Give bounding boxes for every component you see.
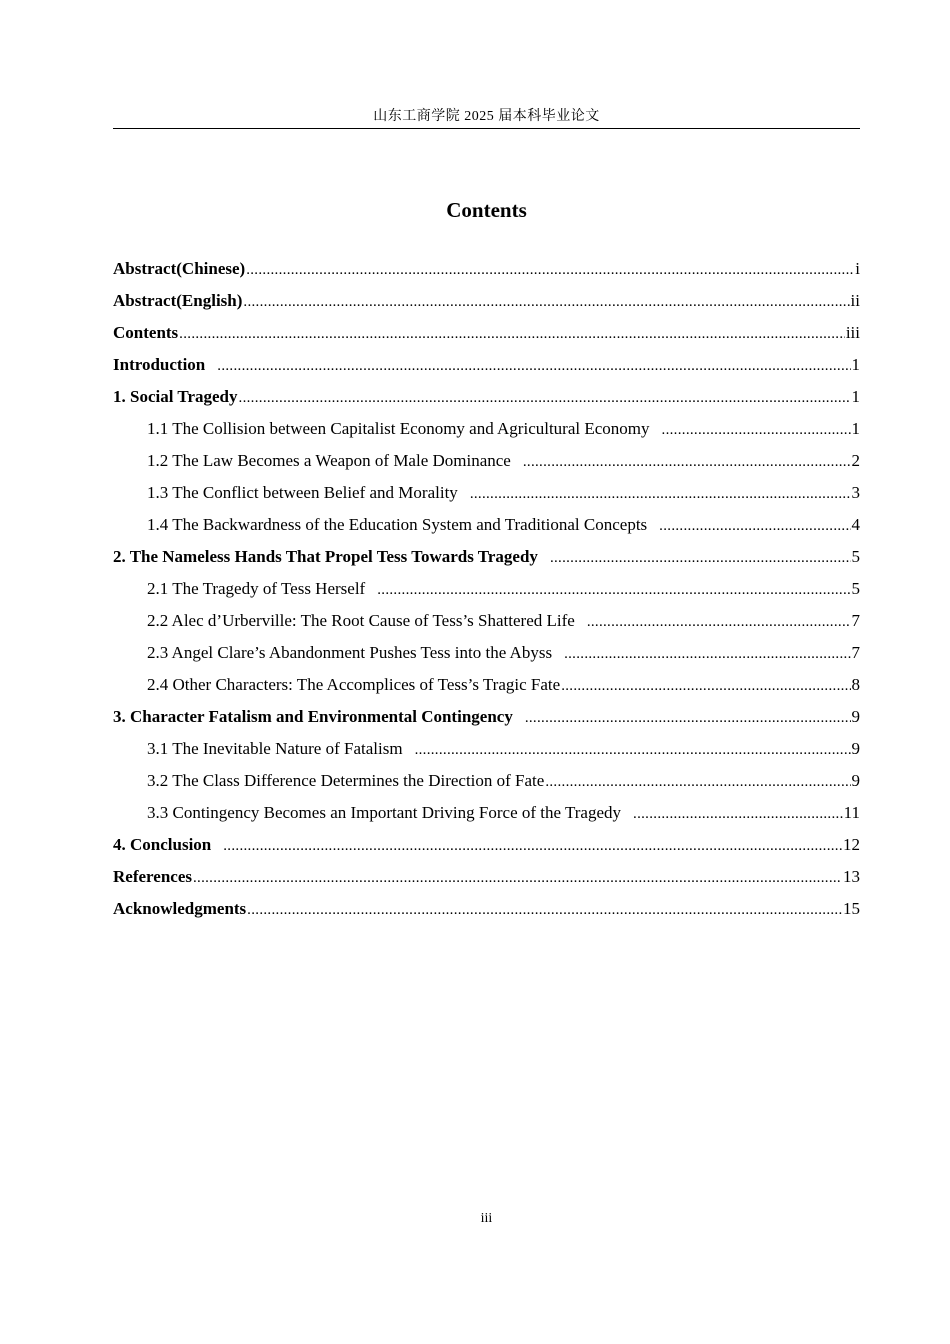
toc-entry-label: 3.3 Contingency Becomes an Important Driving Force of the Tragedy	[147, 803, 622, 822]
toc-dot-leader	[523, 449, 851, 475]
toc-entry-page: 1	[851, 387, 860, 406]
toc-entry[interactable]	[113, 320, 860, 352]
toc-entry-page: 5	[851, 547, 860, 566]
toc-entry-label: 2.4 Other Characters: The Accomplices of Tess’s Tragic Fate	[147, 675, 561, 694]
toc-entry[interactable]	[113, 512, 860, 544]
toc-entry[interactable]	[113, 864, 860, 896]
toc-entry[interactable]	[113, 672, 860, 704]
toc-entry[interactable]	[113, 416, 860, 448]
toc-entry-label: 3.1 The Inevitable Nature of Fatalism	[147, 739, 403, 758]
toc-entry-page: 3	[851, 483, 860, 502]
toc-entry[interactable]	[113, 768, 860, 800]
toc-entry-page: 9	[851, 771, 860, 790]
toc-entry-page: 7	[851, 611, 860, 630]
toc-entry-label: 1.4 The Backwardness of the Education System and Traditional Concepts	[147, 515, 648, 534]
toc-entry[interactable]	[113, 704, 860, 736]
toc-dot-leader	[217, 353, 850, 379]
toc-dot-leader	[377, 577, 850, 603]
toc-dot-leader	[193, 865, 842, 891]
header-rule	[113, 128, 860, 129]
page-number: iii	[480, 1211, 493, 1226]
toc-dot-leader	[564, 641, 850, 667]
toc-dot-leader	[587, 609, 851, 635]
toc-entry[interactable]	[113, 352, 860, 384]
toc-dot-leader	[470, 481, 851, 507]
toc-dot-leader	[247, 897, 842, 923]
toc-entry-label: 1. Social Tragedy	[113, 387, 238, 406]
toc-entry-page: 4	[851, 515, 860, 534]
toc-entry-label: 3. Character Fatalism and Environmental Contingency	[113, 707, 513, 726]
table-of-contents	[113, 256, 860, 928]
toc-dot-leader	[659, 513, 850, 539]
toc-entry-page: 12	[843, 835, 860, 854]
toc-entry-page: 5	[851, 579, 860, 598]
toc-entry-label: Introduction	[113, 355, 206, 374]
toc-entry[interactable]	[113, 800, 860, 832]
toc-dot-leader	[525, 705, 851, 731]
toc-entry[interactable]	[113, 288, 860, 320]
toc-entry-label: 4. Conclusion	[113, 835, 212, 854]
toc-entry-page: i	[855, 259, 860, 278]
toc-entry-page: 2	[851, 451, 860, 470]
running-header: 山东工商学院 2025 届本科毕业论文	[373, 109, 600, 124]
toc-entry[interactable]	[113, 256, 860, 288]
toc-entry-label: 3.2 The Class Difference Determines the Direction of Fate	[147, 771, 545, 790]
toc-entry-label: Abstract(English)	[113, 291, 243, 310]
toc-dot-leader	[223, 833, 842, 859]
toc-dot-leader	[179, 321, 845, 347]
toc-dot-leader	[239, 385, 851, 411]
toc-entry-page: 13	[843, 867, 860, 886]
toc-dot-leader	[662, 417, 851, 443]
toc-dot-leader	[415, 737, 851, 763]
toc-entry[interactable]	[113, 640, 860, 672]
toc-entry-label: 1.1 The Collision between Capitalist Economy and Agricultural Economy	[147, 419, 650, 438]
toc-dot-leader	[545, 769, 850, 795]
toc-entry-page: 11	[843, 803, 860, 822]
toc-entry-page: 7	[851, 643, 860, 662]
toc-entry[interactable]	[113, 832, 860, 864]
toc-entry-page: ii	[850, 291, 860, 310]
toc-entry-page: 1	[851, 419, 860, 438]
toc-entry-label: References	[113, 867, 192, 886]
toc-entry[interactable]	[113, 448, 860, 480]
toc-entry[interactable]	[113, 896, 860, 928]
toc-entry[interactable]	[113, 736, 860, 768]
toc-entry[interactable]	[113, 576, 860, 608]
toc-dot-leader	[243, 289, 849, 315]
toc-entry-label: 2.2 Alec d’Urberville: The Root Cause of Tess’s Shattered Life	[147, 611, 575, 630]
toc-entry-label: 1.3 The Conflict between Belief and Morality	[147, 483, 458, 502]
toc-entry-page: 8	[851, 675, 860, 694]
page-title: Contents	[446, 198, 527, 222]
toc-dot-leader	[246, 257, 854, 283]
toc-entry-label: Abstract(Chinese)	[113, 259, 246, 278]
toc-dot-leader	[550, 545, 851, 571]
toc-dot-leader	[633, 801, 843, 827]
toc-entry-label: 2. The Nameless Hands That Propel Tess Towards Tragedy	[113, 547, 538, 566]
toc-entry-page: 9	[851, 707, 860, 726]
toc-entry-label: 1.2 The Law Becomes a Weapon of Male Dominance	[147, 451, 511, 470]
toc-entry-page: 1	[851, 355, 860, 374]
toc-entry-label: Acknowledgments	[113, 899, 247, 918]
toc-entry-page: iii	[845, 323, 860, 342]
toc-entry[interactable]	[113, 384, 860, 416]
toc-entry-page: 15	[843, 899, 860, 918]
toc-dot-leader	[561, 673, 850, 699]
toc-entry-label: 2.1 The Tragedy of Tess Herself	[147, 579, 366, 598]
toc-entry[interactable]	[113, 480, 860, 512]
toc-entry-label: 2.3 Angel Clare’s Abandonment Pushes Tess into the Abyss	[147, 643, 553, 662]
toc-entry-label: Contents	[113, 323, 179, 342]
toc-entry[interactable]	[113, 544, 860, 576]
toc-entry[interactable]	[113, 608, 860, 640]
toc-entry-page: 9	[851, 739, 860, 758]
